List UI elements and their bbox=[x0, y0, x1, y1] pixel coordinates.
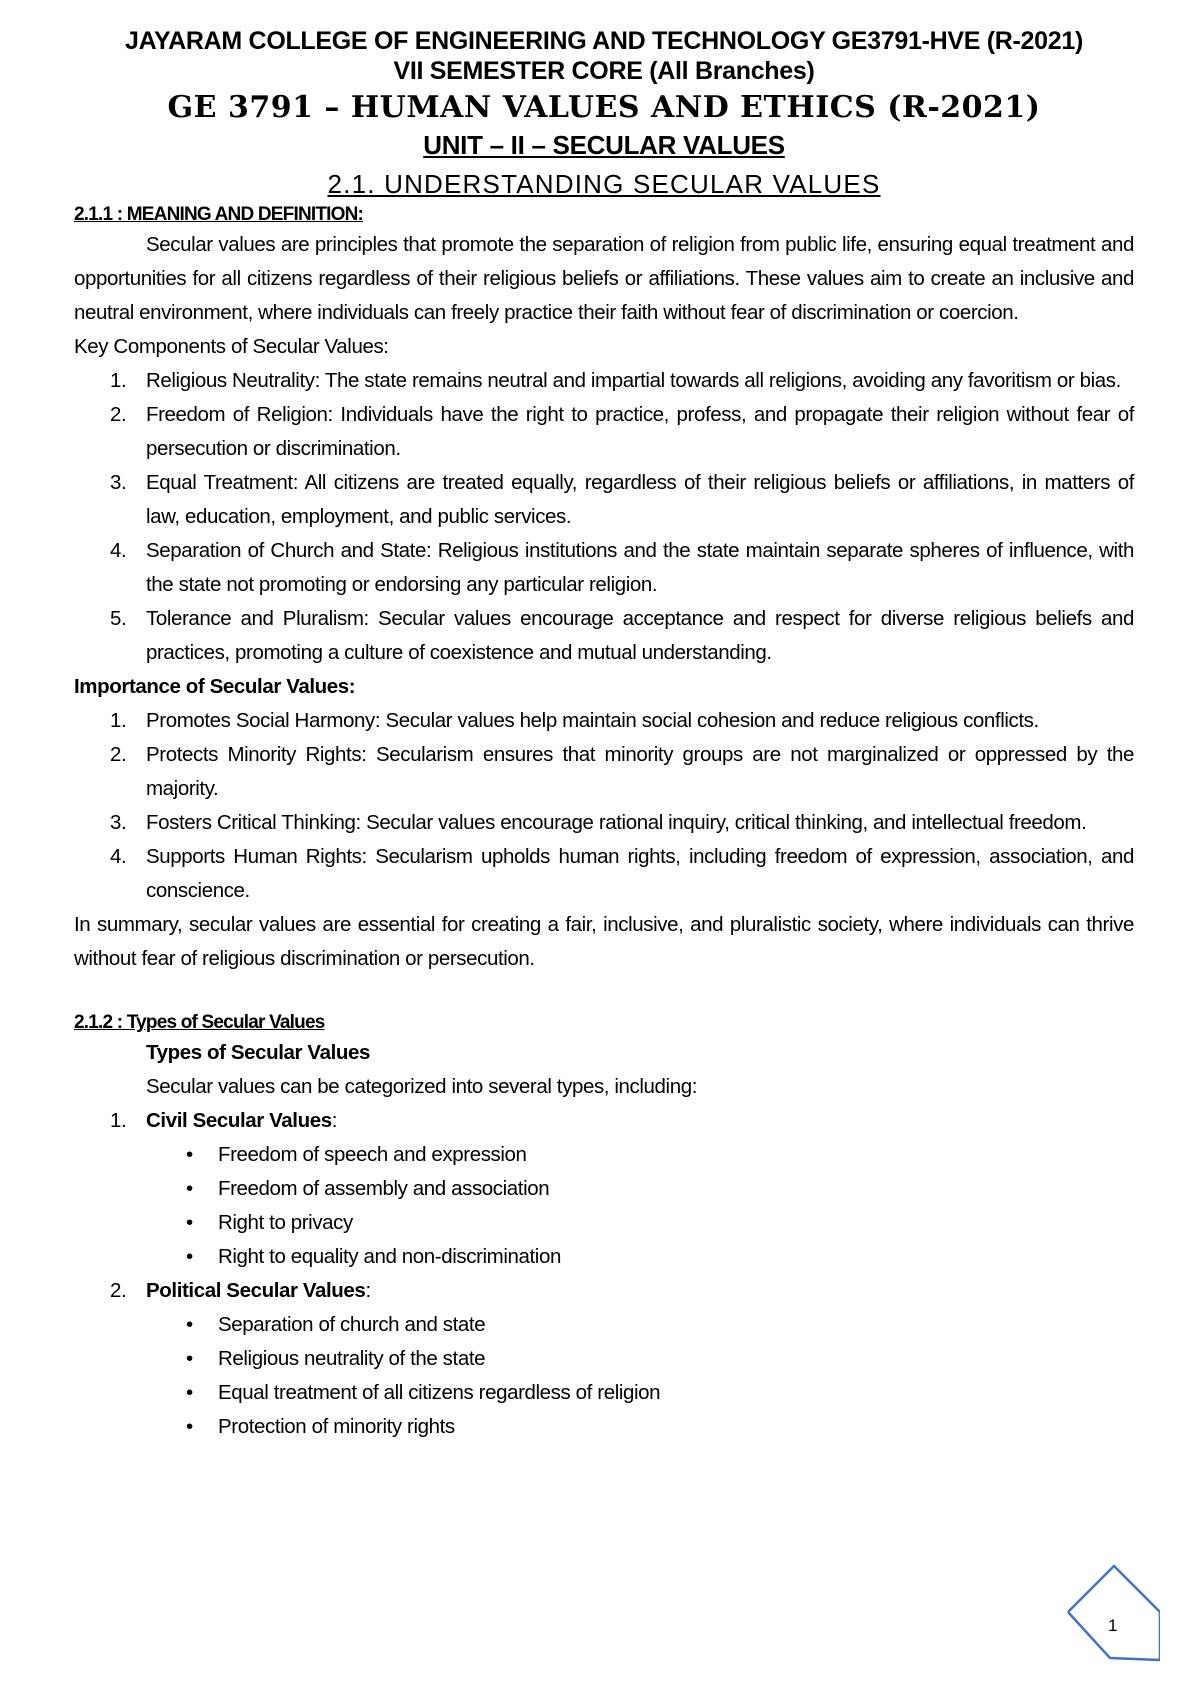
list-item bbox=[74, 840, 1134, 908]
bullet-item: • Separation of church and state bbox=[74, 1308, 1134, 1342]
list-item-text: Separation of Church and State: Religious institutions and the state maintain separate spheres of influence, with the state not promoting or endorsing any particular religion. bbox=[146, 539, 1134, 596]
type-colon: : bbox=[331, 1109, 338, 1132]
list-item bbox=[74, 466, 1134, 534]
bullet-item: • Equal treatment of all citizens regardless of religion bbox=[74, 1376, 1134, 1410]
page-corner-diamond-icon bbox=[1060, 1562, 1160, 1662]
list-item-text: Protects Minority Rights: Secularism ensures that minority groups are not marginalized or oppressed by the majority. bbox=[146, 743, 1134, 800]
list-number: 2. bbox=[110, 403, 127, 426]
list-number: 3. bbox=[110, 811, 127, 834]
semester-header: VII SEMESTER CORE (All Branches) bbox=[393, 57, 815, 85]
spacer bbox=[74, 976, 1134, 1010]
unit-title: UNIT – II – SECULAR VALUES bbox=[423, 130, 785, 160]
list-number: 1. bbox=[110, 369, 127, 392]
list-item-text: Equal Treatment: All citizens are treated equally, regardless of their religious beliefs or affiliations, in matters of law, education, employment, and public services. bbox=[146, 471, 1134, 528]
subsection-heading-types: 2.1.2 : Types of Secular Values bbox=[74, 1012, 325, 1033]
political-values-bullets bbox=[74, 1308, 1134, 1444]
key-components-list bbox=[74, 364, 1134, 670]
college-header: JAYARAM COLLEGE OF ENGINEERING AND TECHNOLOGY GE3791-HVE (R-2021) bbox=[124, 27, 1083, 55]
bullet-item: • Right to equality and non-discrimination bbox=[74, 1240, 1134, 1274]
list-item bbox=[74, 738, 1134, 806]
bullet-item: • Protection of minority rights bbox=[74, 1410, 1134, 1444]
intro-paragraph: Secular values are principles that promote the separation of religion from public life, ensuring equal treatment and opportunities for all citizens regardless of their religious beliefs or affiliations. These values aim to create an inclusive and neutral environment, where individuals can freely practice their faith without fear of discrimination or coercion. bbox=[74, 233, 1134, 324]
list-item-text: Promotes Social Harmony: Secular values help maintain social cohesion and reduce religious conflicts. bbox=[146, 709, 1039, 732]
list-item-text: Supports Human Rights: Secularism upholds human rights, including freedom of expression, association, and conscience. bbox=[146, 845, 1134, 902]
bullet-item: • Religious neutrality of the state bbox=[74, 1342, 1134, 1376]
list-number: 4. bbox=[110, 845, 127, 868]
list-item bbox=[74, 704, 1134, 738]
list-item bbox=[74, 806, 1134, 840]
list-number: 1. bbox=[110, 1109, 127, 1132]
types-list-continued bbox=[74, 1274, 1134, 1308]
list-number: 3. bbox=[110, 471, 127, 494]
list-number: 5. bbox=[110, 607, 127, 630]
list-item-text: Tolerance and Pluralism: Secular values encourage acceptance and respect for diverse religious beliefs and practices, promoting a culture of coexistence and mutual understanding. bbox=[146, 607, 1134, 664]
type-label: Civil Secular Values bbox=[146, 1109, 332, 1132]
list-item bbox=[74, 534, 1134, 602]
course-title: GE 3791 – HUMAN VALUES AND ETHICS (R-2021) bbox=[167, 90, 1041, 125]
type-colon: : bbox=[365, 1279, 371, 1302]
list-item-text: Freedom of Religion: Individuals have the right to practice, profess, and propagate their religion without fear of persecution or discrimination. bbox=[146, 403, 1134, 460]
list-item-text: Fosters Critical Thinking: Secular values encourage rational inquiry, critical thinking, and intellectual freedom. bbox=[146, 811, 1087, 834]
section-heading: 2.1. UNDERSTANDING SECULAR VALUES bbox=[327, 169, 881, 199]
list-item bbox=[74, 364, 1134, 398]
list-number: 1. bbox=[110, 709, 127, 732]
list-item bbox=[74, 602, 1134, 670]
civil-values-bullets bbox=[74, 1138, 1134, 1274]
list-item bbox=[74, 1274, 1134, 1308]
list-number: 2. bbox=[110, 1279, 127, 1302]
summary-paragraph: In summary, secular values are essential for creating a fair, inclusive, and pluralistic society, where individuals can thrive without fear of religious discrimination or persecution. bbox=[74, 913, 1134, 970]
types-heading: Types of Secular Values bbox=[146, 1041, 370, 1064]
page-number: 1 bbox=[1108, 1616, 1118, 1635]
types-list bbox=[74, 1104, 1134, 1138]
types-intro: Secular values can be categorized into several types, including: bbox=[146, 1075, 698, 1098]
bullet-item: • Freedom of speech and expression bbox=[74, 1138, 1134, 1172]
list-item bbox=[74, 1104, 1134, 1138]
subsection-heading-meaning: 2.1.1 : MEANING AND DEFINITION: bbox=[74, 204, 364, 225]
bullet-item: • Right to privacy bbox=[74, 1206, 1134, 1240]
importance-label: Importance of Secular Values: bbox=[74, 675, 356, 698]
bullet-item: • Freedom of assembly and association bbox=[74, 1172, 1134, 1206]
list-number: 2. bbox=[110, 743, 127, 766]
key-components-label: Key Components of Secular Values: bbox=[74, 335, 389, 358]
list-number: 4. bbox=[110, 539, 127, 562]
list-item-text: Religious Neutrality: The state remains neutral and impartial towards all religions, avoiding any favoritism or bias. bbox=[146, 369, 1121, 392]
type-label: Political Secular Values bbox=[146, 1279, 366, 1302]
list-item bbox=[74, 398, 1134, 466]
importance-list bbox=[74, 704, 1134, 908]
